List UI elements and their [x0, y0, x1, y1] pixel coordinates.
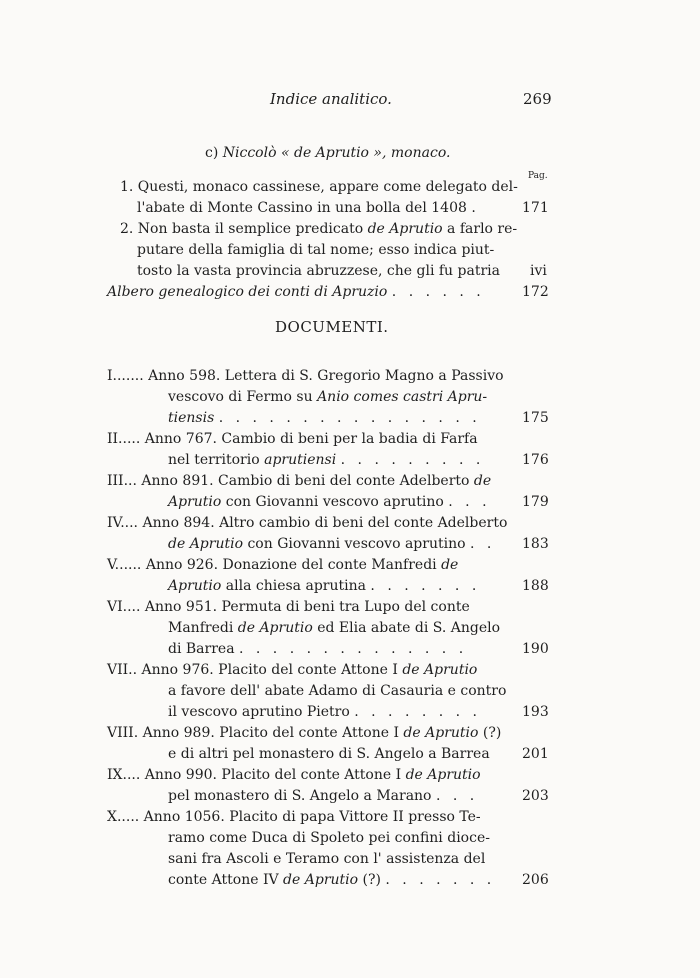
item-2-line-1: 2. Non basta il semplice predicato de Aprutio a farlo re- — [120, 221, 518, 237]
header-page-number: 269 — [523, 90, 552, 108]
doc-8-page: 201 — [522, 746, 549, 762]
doc-3-line-1: III... Anno 891. Cambio di beni del conte Adelberto de — [107, 473, 492, 489]
doc-10-line-1: X..... Anno 1056. Placito di papa Vittore II presso Te- — [107, 809, 481, 825]
doc-1-line-1: I....... Anno 598. Lettera di S. Gregorio Magno a Passivo — [107, 368, 504, 384]
doc-6-line-3: di Barrea . . . . . . . . . . . . . . — [168, 641, 468, 657]
item-1-line-2: l'abate di Monte Cassino in una bolla del 1408 . — [137, 200, 476, 216]
doc-6-page: 190 — [522, 641, 549, 657]
doc-2-page: 176 — [522, 452, 549, 468]
doc-10-line-3: sani fra Ascoli e Teramo con l' assistenza del — [168, 851, 486, 867]
pag-label: Pag. — [528, 171, 548, 181]
doc-7-line-2: a favore dell' abate Adamo di Casauria e contro — [168, 683, 507, 699]
item-1-line-1: 1. Questi, monaco cassinese, appare come delegato del- — [120, 179, 518, 195]
doc-1-line-2: vescovo di Fermo su Anio comes castri Apru- — [168, 389, 488, 405]
albero-line: Albero genealogico dei conti di Apruzio . . . . . . — [107, 284, 485, 300]
section-title: DOCUMENTI. — [275, 318, 389, 336]
item-2-line-3: tosto la vasta provincia abruzzese, che gli fu patria — [137, 263, 500, 279]
header-title: Indice analitico. — [270, 90, 392, 108]
doc-6-line-1: VI.... Anno 951. Permuta di beni tra Lupo del conte — [107, 599, 470, 615]
doc-5-page: 188 — [522, 578, 549, 594]
albero-page: 172 — [522, 284, 549, 300]
doc-2-line-1: II..... Anno 767. Cambio di beni per la badia di Farfa — [107, 431, 478, 447]
doc-3-page: 179 — [522, 494, 549, 510]
doc-9-line-2: pel monastero di S. Angelo a Marano . . . — [168, 788, 479, 804]
doc-5-line-1: V...... Anno 926. Donazione del conte Manfredi de — [107, 557, 459, 573]
doc-8-line-1: VIII. Anno 989. Placito del conte Attone I de Aprutio (?) — [107, 725, 502, 741]
doc-6-line-2: Manfredi de Aprutio ed Elia abate di S. Angelo — [168, 620, 501, 636]
doc-10-line-2: ramo come Duca di Spoleto pei confini dioce- — [168, 830, 490, 846]
doc-9-line-1: IX.... Anno 990. Placito del conte Attone I de Aprutio — [107, 767, 481, 783]
doc-4-line-2: de Aprutio con Giovanni vescovo aprutino . . — [168, 536, 496, 552]
doc-3-line-2: Aprutio con Giovanni vescovo aprutino . . . — [168, 494, 491, 510]
doc-10-line-4: conte Attone IV de Aprutio (?) . . . . . . . — [168, 872, 496, 888]
doc-10-page: 206 — [522, 872, 549, 888]
running-header — [0, 90, 700, 114]
doc-7-page: 193 — [522, 704, 549, 720]
doc-1-line-3: tiensis . . . . . . . . . . . . . . . . — [168, 410, 481, 426]
item-2-line-2: putare della famiglia di tal nome; esso indica piut- — [137, 242, 495, 258]
doc-7-line-3: il vescovo aprutino Pietro . . . . . . . . — [168, 704, 482, 720]
doc-4-page: 183 — [522, 536, 549, 552]
doc-7-line-1: VII.. Anno 976. Placito del conte Attone I de Aprutio — [107, 662, 478, 678]
doc-4-line-1: IV.... Anno 894. Altro cambio di beni del conte Adelberto — [107, 515, 508, 531]
item-1-page: 171 — [522, 200, 549, 216]
subsection-heading: c) Niccolò « de Aprutio », monaco. — [205, 145, 451, 161]
doc-9-page: 203 — [522, 788, 549, 804]
item-2-page: ivi — [530, 263, 547, 279]
doc-1-page: 175 — [522, 410, 549, 426]
doc-5-line-2: Aprutio alla chiesa aprutina . . . . . . . — [168, 578, 481, 594]
doc-2-line-2: nel territorio aprutiensi . . . . . . . . . — [168, 452, 485, 468]
doc-8-line-2: e di altri pel monastero di S. Angelo a Barrea — [168, 746, 490, 762]
